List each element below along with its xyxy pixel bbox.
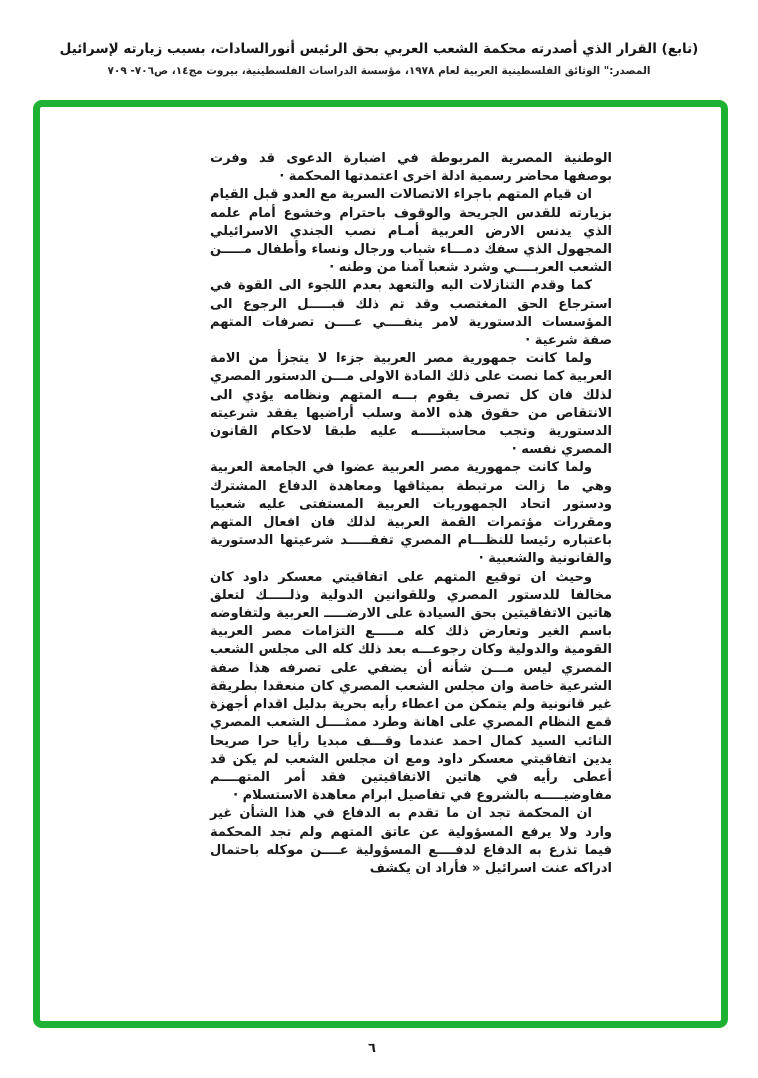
paragraph-concessions: كما وقدم التنازلات اليه والتعهد بعدم اللجوء الى القوة في استرجاع الحق المغتصب وقد تم ذلك قبـــــل الرجوع الى المؤسسات الدستورية لامر ينفــــي عــــن تصرفات المتهم صفة شرعية · xyxy=(210,278,612,349)
page-number: ٦ xyxy=(368,1041,376,1056)
page-header xyxy=(0,40,758,78)
paragraph-continuation: الوطنية المصرية المربوطة في اضبارة الدعوى قد وفرت بوصفها محاضر رسمية ادلة اخرى اعتمدتها المحكمة · xyxy=(210,151,612,185)
paragraph-egypt-arab-nation: ولما كانت جمهورية مصر العربية جزءا لا يتجزأ من الامة العربية كما نصت على ذلك المادة الاولى مـــن الدستور المصري لذلك فان كل تصرف يقوم بـــه المتهم ونظامه يؤدي الى الانتقاص من حقوق هذه الامة وسلب أراضيها يفقد شرعيته الدستورية وتجب محاسبتـــــه عليه طبقا لاحكام القانون المصري نفسه · xyxy=(210,351,612,458)
paragraph-court-finding: ان المحكمة تجد ان ما تقدم به الدفاع في هذا الشأن غير وارد ولا يرفع المسؤولية عن عاتق المتهم ولم تجد المحكمة فيما تذرع به الدفاع لدفــــع المسؤولية عــــن موكله باحتمال ادراكه عنت اسرائيل « فأراد ان يكشف xyxy=(210,806,612,876)
document-body-text xyxy=(210,150,612,878)
paragraph-camp-david-agreements: وحيث ان توقيع المتهم على اتفاقيتي معسكر داود كان مخالفا للدستور المصري وللقوانين الدولية وذلـــــك لتعلق هاتين الاتفاقيتين بحق السيادة على الارضـــــ العربية ولتفاوضه باسم الغير وتعارض ذلك كله مـــــع التزامات مصر العربية القومية والدولية وكان رجوعـــه بعد ذلك كله الى مجلس الشعب المصري ليس مـــن شأنه أن يضفي على تصرفه هذا صفة الشرعية خاصة وان مجلس الشعب المصري كان منعقدا بطريقة غير قانونية ولم يتمكن من اعطاء رأيه بحرية بدليل اقدام أجهزة قمع النظام المصري على اهانة وطرد ممثــــل الشعب المصري النائب السيد كمال احمد عندما وقـــف مبديا رأيا حرا صريحا يدين اتفاقيتي معسكر داود ومع ان مجلس الشعب لم يكن قد أعطى رأيه في هاتين الاتفاقيتين فقد أمر المتهــــم مفاوضيـــــه بالشروع في تفاصيل ابرام معاهدة الاستسلام · xyxy=(210,569,612,804)
paragraph-arab-league-membership: ولما كانت جمهورية مصر العربية عضوا في الجامعة العربية وهي ما زالت مرتبطة بميثاقها ومعاهدة الدفاع المشترك ودستور اتحاد الجمهوريات العربية المستفتى عليه شعبيا ومقررات مؤتمرات القمة العربية لذلك فان افعال المتهم باعتباره رئيسا للنظـــام المصري تفقـــــد شرعيتها الدستورية والقانونية والشعبية · xyxy=(210,460,612,567)
document-source-citation: المصدر:" الوثائق الفلسطينية العربية لعام ١٩٧٨، مؤسسة الدراسات الفلسطينية، بيروت مج١٤، ص٧٠٦- ٧٠٩ xyxy=(107,65,651,77)
document-title: (تابع) القرار الذي أصدرته محكمة الشعب العربي بحق الرئيس أنورالسادات، بسبب زيارته لإسرائيل xyxy=(59,41,699,57)
paragraph-secret-contacts: ان قيام المتهم باجراء الاتصالات السرية مع العدو قبل القيام بزيارته للقدس الجريحة والوقوف باحترام وخشوع أمام علمه الذي يدنس الارض العربية أمـام نصب الجندي الاسرائيلي المجهول الذي سفك دمـــاء شباب ورجال ونساء وأطفال مـــــن الشعب العربــــي وشرد شعبا آمنا من وطنه · xyxy=(210,187,612,276)
